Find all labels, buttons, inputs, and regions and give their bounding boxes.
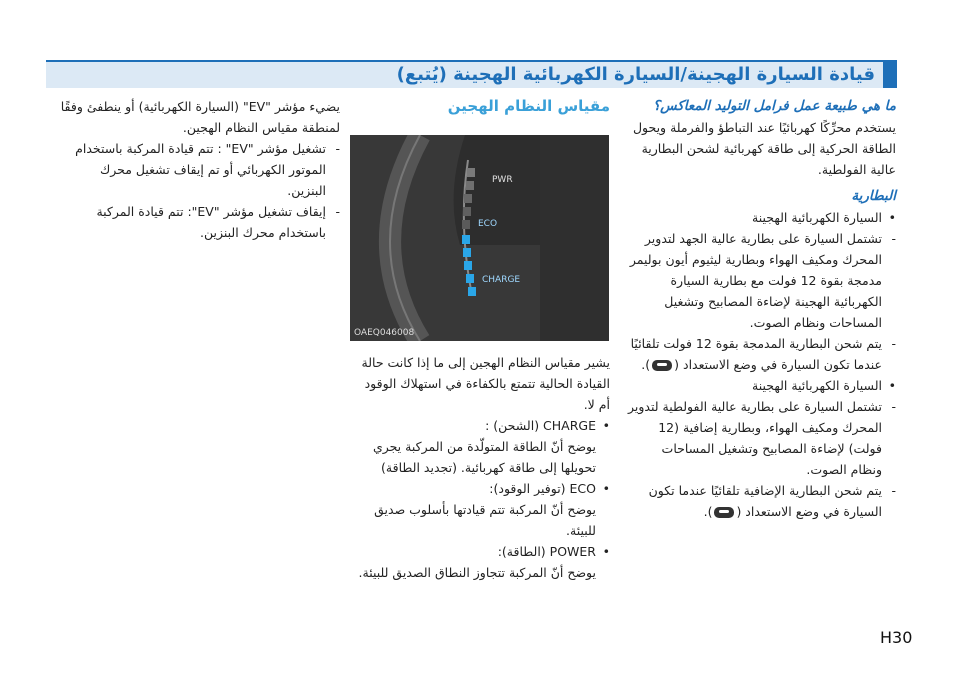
gauge-heading: مقياس النظام الهجين: [447, 97, 610, 115]
gauge-item-charge-text: يوضح أنّ الطاقة المتولّدة من المركبة يجري تحويلها إلى طاقة كهربائية. (تجديد الطاقة): [372, 439, 596, 475]
phev-item-2-text: يتم شحن البطارية الإضافية تلقائيًا عندما: [678, 483, 882, 498]
gauge-label-charge: CHARGE: [482, 275, 521, 285]
middle-column: [350, 96, 610, 117]
image-code: OAEQ046008: [354, 328, 415, 338]
phev-item-1: - تشتمل السيارة على بطارية عالية الفولطية لتدوير المحرك ومكيف الهواء، وبطارية إضافية (12 فولت) لإضاءة المصابيح وتشغيل المساحات ونظام الصوت.: [628, 396, 896, 480]
regen-heading: ما هي طبيعة عمل فرامل التوليد المعاكس؟: [652, 98, 896, 114]
gauge-item-power-label: • POWER (الطاقة):: [350, 541, 610, 562]
ev-item-on: - تشغيل مؤشر "EV" : تتم قيادة المركبة باستخدام الموتور الكهربائي أو تم إيقاف تشغيل محرك البنزين.: [60, 138, 340, 201]
gauge-label-pwr: PWR: [492, 175, 513, 185]
hev-item-2-text: يتم شحن البطارية المدمجة بقوة 12 فولت تلقائيًا عندما تكون السيارة في وضع: [630, 336, 882, 372]
gauge-item-eco-text: يوضح أنّ المركبة تتم قيادتها بأسلوب صديق للبيئة.: [374, 502, 596, 538]
gauge-description: [350, 352, 610, 583]
phev-label: • السيارة الكهربائية الهجينة: [628, 375, 896, 396]
hev-label: • السيارة الكهربائية الهجينة: [628, 207, 896, 228]
hev-item-1: - تشتمل السيارة على بطارية عالية الجهد لتدوير المحرك ومكيف الهواء وبطارية ليثيوم أيون بوليمر مدمجة بقوة 12 فولت مع بطارية السيارة الكهربائية الهجينة لإضاءة المصابيح وتشغيل المساحات ونظام الصوت.: [628, 228, 896, 333]
ev-intro: يضيء مؤشر "EV" (السيارة الكهربائية) أو ينطفئ وفقًا لمنطقة مقياس النظام الهجين.: [60, 99, 340, 135]
car-standby-icon: [652, 360, 672, 371]
page-number: H30: [880, 628, 913, 647]
page-title: قيادة السيارة الهجينة/السيارة الكهربائية الهجينة (يُتبع): [396, 64, 875, 85]
phev-item-2: [628, 480, 896, 522]
gauge-graphic: [350, 135, 609, 341]
left-column: [60, 96, 340, 243]
gauge-label-eco: ECO: [478, 219, 498, 229]
right-column: [628, 96, 896, 522]
hev-item-2-close: ).: [641, 357, 651, 372]
title-accent: [883, 62, 897, 88]
gauge-item-eco-label: • ECO (توفير الوقود):: [350, 478, 610, 499]
regen-intro: يستخدم محرِّكًا كهربائيًا عند التباطؤ والفرملة ويحول الطاقة الحركية إلى طاقة كهربائية لشحن البطارية عالية الفولطية.: [632, 120, 896, 177]
gauge-intro: يشير مقياس النظام الهجين إلى ما إذا كانت حالة القيادة الحالية تتمتع بالكفاءة في استهلاك الوقود أم لا.: [361, 355, 610, 412]
page-title-bar: [46, 60, 897, 88]
ev-item-off: - إيقاف تشغيل مؤشر "EV": تتم قيادة المركبة باستخدام محرك البنزين.: [60, 201, 340, 243]
gauge-item-power-text: يوضح أنّ المركبة تتجاوز النطاق الصديق للبيئة.: [358, 565, 596, 580]
hybrid-gauge-image: [350, 135, 609, 341]
phev-item-2-close: ).: [703, 504, 713, 519]
phev-item-2-standby: تكون السيارة في وضع الاستعداد (: [648, 483, 882, 519]
battery-heading: البطارية: [851, 188, 896, 204]
hev-item-2-standby: الاستعداد (: [674, 357, 730, 372]
car-standby-icon: [714, 507, 734, 518]
hev-item-2: [628, 333, 896, 375]
gauge-item-charge-label: • CHARGE (الشحن) :: [350, 415, 610, 436]
